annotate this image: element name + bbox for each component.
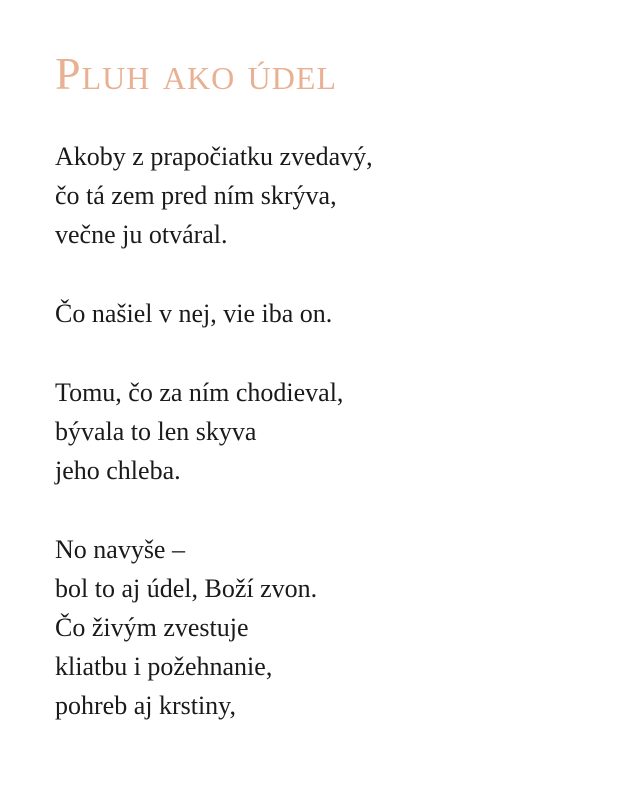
poem-line: Čo živým zvestuje [55, 613, 249, 642]
poem-title: Pluh ako údel [55, 48, 337, 99]
poem-line: jeho chleba. [55, 456, 181, 485]
poem-line: bývala to len skyva [55, 417, 257, 446]
stanza-3 [55, 373, 615, 490]
poem-line: večne ju otváral. [55, 220, 228, 249]
poem-line: čo tá zem pred ním skrýva, [55, 181, 337, 210]
stanza-4 [55, 530, 615, 725]
poem-line: Akoby z prapočiatku zvedavý, [55, 142, 373, 171]
stanza-1 [55, 137, 615, 254]
stanza-2 [55, 294, 615, 333]
poem-line: Čo našiel v nej, vie iba on. [55, 299, 333, 328]
poem-line: Tomu, čo za ním chodieval, [55, 378, 344, 407]
poem-line: No navyše – [55, 535, 185, 564]
poem-line: kliatbu i požehnanie, [55, 652, 273, 681]
poem-line: bol to aj údel, Boží zvon. [55, 574, 318, 603]
poem-body [55, 137, 615, 725]
poem-line: pohreb aj krstiny, [55, 691, 236, 720]
